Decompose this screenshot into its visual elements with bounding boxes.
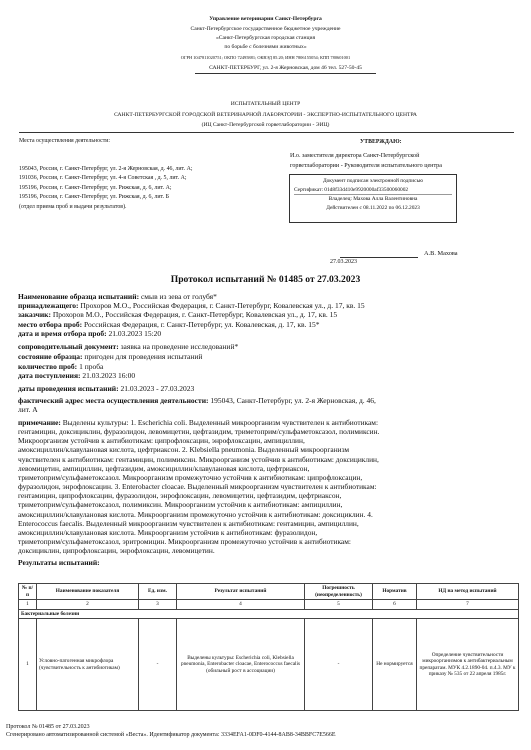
col-number: 5 xyxy=(305,600,373,610)
approve-position-1: И.о. заместителя директора Санкт-Петербургской xyxy=(290,153,420,159)
quantity-value: 1 проба xyxy=(79,362,104,371)
place-item: 195196, Россия, г. Санкт-Петербург, ул. Рижская, д. 6, лит. Б xyxy=(19,194,169,201)
cell-unit: - xyxy=(139,619,177,711)
col-header-number: № п/п xyxy=(19,584,37,600)
e-signature-stamp xyxy=(289,174,457,223)
center-divider xyxy=(19,132,514,133)
test-dates-value: 21.03.2023 - 27.03.2023 xyxy=(120,384,195,393)
approve-date: 27.03.2023 xyxy=(330,259,357,265)
cell-indicator: Условно-патогенная микрофлора (чувствительность к антибиотикам) xyxy=(37,619,139,711)
header-authority: Управление ветеринарии Санкт-Петербурга xyxy=(209,16,322,22)
table-section-row xyxy=(19,609,519,619)
note-line: Выделены культуры: 1. Escherichia coli. Выделенный микроорганизм чувствителен к антибиотикам: xyxy=(62,418,379,427)
note-line: амоксициллин/клавулановая кислота, цефтриаксон. 2. Klebsiella pneumonia. Выделенный микроорганизм xyxy=(18,445,350,455)
received-label: дата поступления: xyxy=(18,371,81,380)
footer-generated: Сгенерировано автоматизированной системой «Веста». Идентификатор документа: 3334EFA1-0DF0-4144-8AB8-34BBFC7E566E xyxy=(6,732,336,738)
footer-protocol: Протокол № 01485 от 27.03.2023 xyxy=(6,724,90,730)
header-institution-name-2: по борьбе с болезнями животных» xyxy=(224,44,307,50)
col-number: 2 xyxy=(37,600,139,610)
table-row xyxy=(19,619,519,711)
note-line: триметоприм/сульфаметоксазол. Микроорганизм промежуточно устойчив к антибиотикам: ципрофлоксацин, xyxy=(18,472,363,482)
place-item: (отдел приема проб и выдачи результатов). xyxy=(19,203,127,210)
state-row xyxy=(18,352,202,361)
note-line: гентамицин, ципрофлоксацин, фуразолидон, энрофлоксацин, левомицетин, цефтазидим, цефтриаксон, xyxy=(18,491,342,501)
note-block xyxy=(18,418,518,555)
approve-signer: А.В. Махова xyxy=(424,250,458,257)
col-header-unit: Ед. изм. xyxy=(139,584,177,600)
quantity-row xyxy=(18,362,103,371)
sampling-datetime-value: 21.03.2023 15:20 xyxy=(108,329,162,338)
note-line: доксициклин, ципрофлоксацин, энрофлоксацин, левомицетин. xyxy=(18,546,215,556)
sampling-place-value: Российская Федерация, г. Санкт-Петербург, ул. Ковалевская, д. 17, кв. 15* xyxy=(83,320,320,329)
actual-address-value: 195043, Санкт-Петербург, ул. 2-я Жерновская, д. 46, xyxy=(210,396,376,405)
col-header-error: Погрешность (неопределенность) xyxy=(305,584,373,600)
sample-name-value: смыв из зева от голубя* xyxy=(140,292,217,301)
places-list xyxy=(19,165,193,212)
cell-error: - xyxy=(305,619,373,711)
customer-value: Прохоров М.О., Российская Федерация, г. Санкт-Петербург, Ковалевская ул., д. 17, кв. 15 xyxy=(52,310,338,319)
col-header-norm: Норматив xyxy=(373,584,417,600)
section-title: Бактериальные болезни xyxy=(19,609,519,619)
document-row xyxy=(18,342,238,351)
cell-method: Определение чувствительности микроорганизмов к антибактериальным препаратам. МУК 4.2.1890-04. п.4.3. МУ к приказу № 535 от 22 апреля 1985г. xyxy=(417,619,519,711)
note-line: триметоприм/сульфаметоксазол, эритромицин. Микроорганизм промежуточно устойчив к антибиотикам: xyxy=(18,537,351,547)
center-full-name: САНКТ-ПЕТЕРБУРГСКОЙ ГОРОДСКОЙ ВЕТЕРИНАРНОЙ ЛАБОРАТОРИИ - ЭКСПЕРТНО-ИСПЫТАТЕЛЬНОГО ЦЕНТРА xyxy=(114,112,417,118)
header-institution-type: Санкт-Петербургское государственное бюджетное учреждение xyxy=(190,26,341,32)
sample-name-label: Наименование образца испытаний: xyxy=(18,292,140,301)
owner-label: принадлежащего: xyxy=(18,301,79,310)
stamp-line: Документ подписан электронной подписью xyxy=(322,178,424,184)
note-line: чувствителен к антибиотикам: гентамицин, полимиксин. Микроорганизм устойчив к антибиотикам: доксициклин, xyxy=(18,454,379,464)
place-item: 195043, Россия, г. Санкт-Петербург, ул. 2-я Жерновская, д. 46, лит. А; xyxy=(19,166,193,172)
approve-title: УТВЕРЖДАЮ: xyxy=(360,139,402,145)
note-line: гентамицин, доксициклин, фуразолидон, левомицетин, цефтазидим, триметоприм/сульфаметоксазол, полимиксин. xyxy=(18,427,380,437)
sampling-datetime-row xyxy=(18,329,161,338)
document-value: заявка на проведение исследований* xyxy=(120,342,239,351)
actual-address-label: фактический адрес места осуществления деятельности: xyxy=(18,396,209,405)
test-dates-label: даты проведения испытаний: xyxy=(18,384,119,393)
header-address: САНКТ-ПЕТЕРБУРГ, ул. 2-я Жерновская, дом 46 тел. 527-50-45 xyxy=(195,64,376,74)
approve-position-2: горветлаборатории - Руководителя испытательного центра xyxy=(290,163,442,169)
col-number: 6 xyxy=(373,600,417,610)
col-number: 7 xyxy=(417,600,519,610)
protocol-title: Протокол испытаний № 01485 от 27.03.2023 xyxy=(170,274,361,285)
table-header-row xyxy=(19,584,519,600)
state-label: состояние образца: xyxy=(18,352,83,361)
cell-number: 1 xyxy=(19,619,37,711)
owner-row xyxy=(18,301,365,310)
note-line: триметоприм/сульфаметоксазол, полимиксин. Микроорганизм устойчив к антибиотикам: ампициллин, xyxy=(18,500,343,510)
note-line: левомицетин, ампициллин, цефтазидим, амоксициллин/клавулановая кислота, цефтриаксон, xyxy=(18,463,310,473)
stamp-owner: Владелец: Махова Алла Валентиновна xyxy=(294,194,452,204)
center-title: ИСПЫТАТЕЛЬНЫЙ ЦЕНТР xyxy=(230,101,301,107)
center-short-name: (ИЦ Санкт-Петербургской горветлаборатории - ЭИЦ) xyxy=(201,122,330,128)
sample-name-row xyxy=(18,292,217,301)
place-item: 195196, Россия, г. Санкт-Петербург, ул. Рижская, д. 6, лит. А; xyxy=(19,184,172,191)
sampling-place-row xyxy=(18,320,320,329)
col-header-method: НД на метод испытаний xyxy=(417,584,519,600)
owner-value: Прохоров М.О., Российская Федерация, г. Санкт-Петербург, Ковалевская ул., д. 17, кв. 15 xyxy=(80,301,365,310)
col-number: 1 xyxy=(19,600,37,610)
actual-address-cont: лит. А xyxy=(18,405,38,414)
results-table xyxy=(18,583,519,711)
col-number: 3 xyxy=(139,600,177,610)
cell-result: Выделены культуры: Escherichia coli, Klebsiella pneumonia, Enterobacter cloacae, Enterococcus faecalis (обильный рост в ассоциации) xyxy=(177,619,305,711)
stamp-certificate: Сертификат: 01d8f33d410e9920000af33500060002 xyxy=(294,186,409,193)
col-number: 4 xyxy=(177,600,305,610)
stamp-validity: Действителен с 08.11.2022 по 06.12.2023 xyxy=(326,204,420,211)
note-line: амоксициллин/клавулановая кислота. Микроорганизм устойчив к антибиотикам: фуразолидон, xyxy=(18,527,318,537)
table-numbering-row xyxy=(19,600,519,610)
note-line: фуразолидон, энрофлоксацин. 3. Enterobacter cloacae. Выделенный микроорганизм чувствителен к антибиотикам: xyxy=(18,482,377,492)
quantity-label: количество проб: xyxy=(18,362,78,371)
received-value: 21.03.2023 16:00 xyxy=(82,371,136,380)
place-item: 191036, Россия, г. Санкт-Петербург, ул. 4-я Советская , д. 5, лит. А; xyxy=(19,175,187,182)
note-line: Микроорганизм устойчив к антибиотикам: ципрофлоксацин, энрофлоксацин, ампициллин, xyxy=(18,436,305,446)
test-dates-row xyxy=(18,384,194,393)
places-label: Места осуществления деятельности: xyxy=(19,138,110,144)
header-codes: ОГРН 1047811020751; ОКПО 72495881; ОКВЭД 85.20; ИНН 7806155054; КПП 780601001 xyxy=(180,55,351,60)
note-line: Enterococcus faecalis. Выделенный микроорганизм чувствителен к антибиотикам: гентамицин, ампициллин, xyxy=(18,518,359,528)
state-value: пригоден для проведения испытаний xyxy=(84,352,203,361)
sampling-place-label: место отбора проб: xyxy=(18,320,83,329)
note-label: примечание: xyxy=(18,418,61,427)
cell-norm: Не нормируется xyxy=(373,619,417,711)
customer-row xyxy=(18,310,337,319)
note-line: амоксициллин/клавулановая кислота. Микроорганизм промежуточно устойчив к антибиотикам: доксициклин. 4. xyxy=(18,509,373,519)
document-label: сопроводительный документ: xyxy=(18,342,119,351)
col-header-indicator: Наименование показателя xyxy=(37,584,139,600)
actual-address-row xyxy=(18,396,376,405)
header-institution-name: «Санкт-Петербургская городская станция xyxy=(215,35,316,41)
customer-label: заказчик: xyxy=(18,310,51,319)
results-label: Результаты испытаний: xyxy=(18,558,100,567)
col-header-result: Результат испытаний xyxy=(177,584,305,600)
received-row xyxy=(18,371,135,380)
sampling-datetime-label: дата и время отбора проб: xyxy=(18,329,107,338)
